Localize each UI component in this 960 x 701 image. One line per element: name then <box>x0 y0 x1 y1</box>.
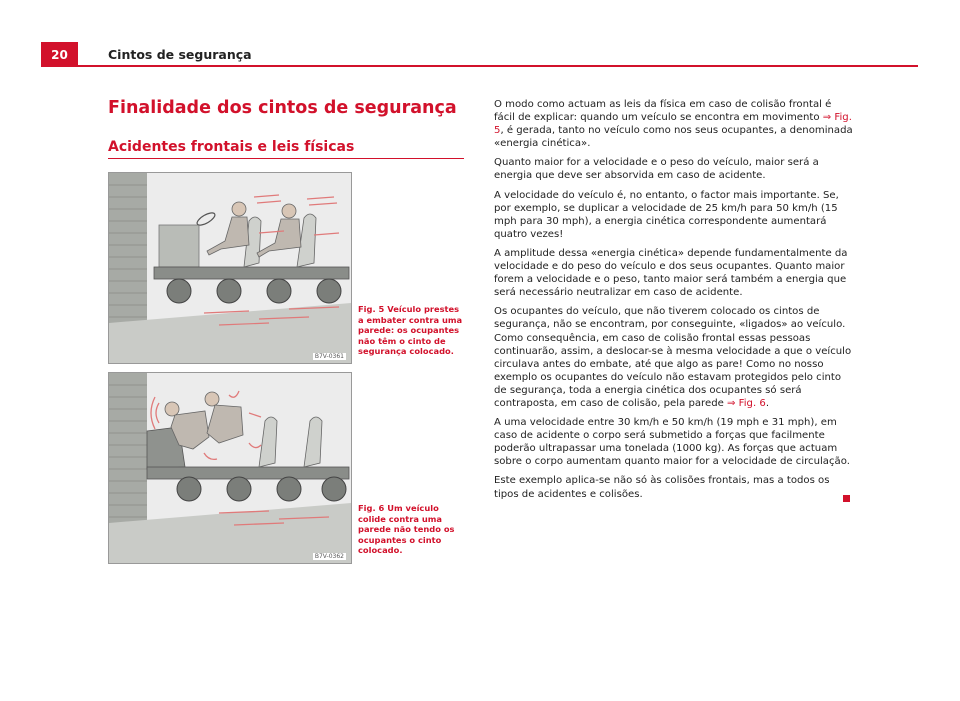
section-subtitle: Acidentes frontais e leis físicas <box>108 139 355 155</box>
section-title: Finalidade dos cintos de segurança <box>108 98 457 118</box>
figure-5-caption <box>358 304 466 357</box>
header-rule <box>78 65 918 67</box>
paragraph-1-text-b: , é gerada, tanto no veículo como nos seus ocupantes, a denominada «energia cinética». <box>494 125 853 150</box>
subtitle-rule <box>108 158 464 159</box>
figure-6-illustration <box>108 372 352 564</box>
paragraph-2: Quanto maior for a velocidade e o peso do veículo, maior será a energia que deve ser absorvida em caso de acidente. <box>494 157 819 182</box>
paragraph-5-text-a: Os ocupantes do veículo, que não tiverem colocado os cintos de segurança, não se encontram, por conseguinte, «ligados» ao veículo. Como consequência, em caso de colisão frontal essas pessoas continuarão, assim, a deslocar-se à mesma velocidade a que o veículo circulava antes do embate, até que algo as pare! Como no nosso exemplo os ocupantes do veículo não estavam protegidos pelo cinto de segurança, toda a energia cinética dos ocupantes só será contraposta, em caso de colisão, pela parede <box>494 306 852 409</box>
paragraph-5 <box>494 305 854 410</box>
figure-5-caption-text: Veículo prestes a embater contra uma parede: os ocupantes não têm o cinto de segurança colocado. <box>358 304 463 357</box>
paragraph-3: A velocidade do veículo é, no entanto, o factor mais importante. Se, por exemplo, se duplicar a velocidade de 25 km/h para 50 km/h (15 mph para 30 mph), a energia cinética correspondente aumentará quatro vezes! <box>494 189 839 240</box>
figure-5-reference-link[interactable]: ⇒ Fig. 5 <box>494 112 852 137</box>
page-number: 20 <box>41 42 78 67</box>
figure-5-label: Fig. 5 <box>358 304 385 314</box>
figure-6-drawing <box>109 373 351 563</box>
section-end-marker <box>843 495 850 502</box>
paragraph-5-text-b: . <box>765 397 770 409</box>
page-header <box>0 0 960 70</box>
paragraph-1-text-a: O modo como actuam as leis da física em caso de colisão frontal é fácil de explicar: quando um veículo se encontra em movimento <box>494 99 832 124</box>
figure-5-illustration <box>108 172 352 364</box>
figure-5-code: B7V-0361 <box>314 353 344 360</box>
paragraph-4: A amplitude dessa «energia cinética» depende fundamentalmente da velocidade e do peso do veículo e dos seus ocupantes. Quanto maior forem a velocidade e o peso, tanto maior será também a energia que será necessário neutralizar em caso de acidente. <box>494 247 848 299</box>
body-text <box>494 98 854 507</box>
figure-5-drawing <box>109 173 351 363</box>
figure-6-caption <box>358 503 466 556</box>
paragraph-1 <box>494 98 854 150</box>
paragraph-6: A uma velocidade entre 30 km/h e 50 km/h (19 mph e 31 mph), em caso de acidente o corpo será submetido a forças que facilmente poderão ultrapassar uma tonelada (1000 kg). As forças que actuam sobre o corpo aumentam quanto maior for a velocidade de circulação. <box>494 417 850 468</box>
figure-6-reference-link[interactable]: ⇒ Fig. 6 <box>727 397 766 409</box>
figure-6-code: B7V-0362 <box>314 553 344 560</box>
paragraph-7: Este exemplo aplica-se não só às colisões frontais, mas a todos os tipos de acidentes e colisões. <box>494 475 830 500</box>
running-title: Cintos de segurança <box>108 47 252 62</box>
figure-6-label: Fig. 6 <box>358 503 385 513</box>
figure-6-caption-text: Um veículo colide contra uma parede não tendo os ocupantes o cinto colocado. <box>358 503 455 556</box>
